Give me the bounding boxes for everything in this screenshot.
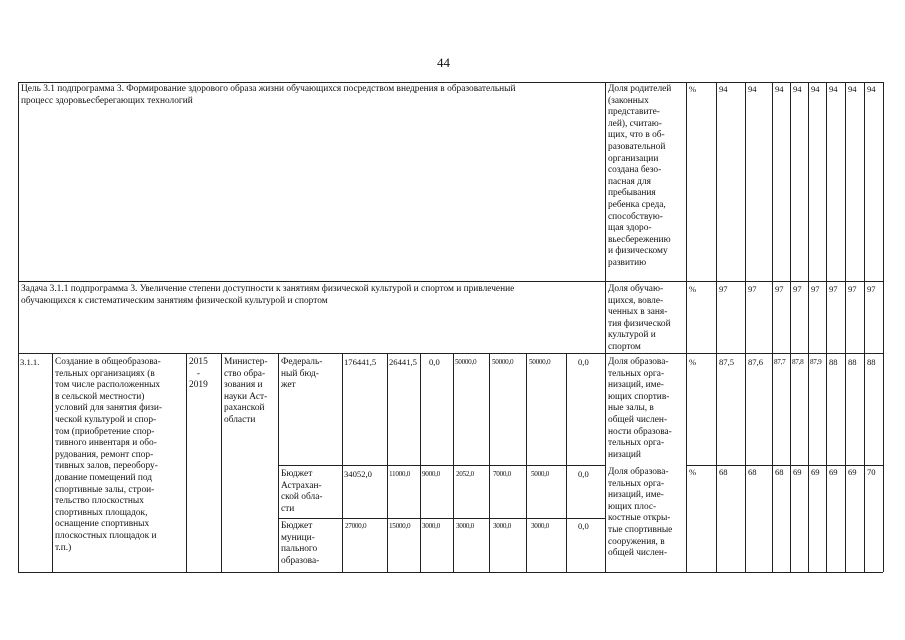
- indicator-value: 68: [748, 467, 757, 477]
- funding-value: 0,0: [578, 357, 589, 367]
- indicator-value: 68: [719, 467, 728, 477]
- goal-value: 94: [811, 84, 820, 94]
- funding-value: 7000,0: [493, 470, 511, 478]
- goal-value: 94: [748, 84, 757, 94]
- indicator-value: 87,7: [774, 358, 786, 366]
- indicator-value: 88: [867, 357, 876, 367]
- activity-period: 2015 - 2019: [189, 357, 208, 391]
- task-value: 97: [867, 284, 876, 294]
- funding-value: 50000,0: [492, 358, 514, 366]
- indicator-unit: %: [689, 467, 697, 477]
- funding-value: 15000,0: [389, 522, 411, 530]
- task-value: 97: [775, 284, 784, 294]
- goal-text: Цель 3.1 подпрограмма 3. Формирование здорового образа жизни обучающихся посредством внедрения в образовательный процесс здоровьесберегающих технологий: [21, 84, 516, 106]
- indicator-value: 68: [775, 467, 784, 477]
- activity-number: 3.1.1.: [20, 357, 40, 367]
- funding-source: Бюджет Астрахан- ской обла- сти: [281, 469, 323, 514]
- task-value: 97: [748, 284, 757, 294]
- funding-value: 50000,0: [455, 358, 477, 366]
- funding-value: 0,0: [578, 469, 589, 479]
- task-value: 97: [719, 284, 728, 294]
- indicator-value: 87,6: [748, 357, 764, 367]
- goal-value: 94: [775, 84, 784, 94]
- goal-value: 94: [848, 84, 857, 94]
- task-value: 97: [829, 284, 838, 294]
- task-indicator: Доля обучаю- щихся, вовле- ченных в заня- тия физической культурой и спортом: [608, 284, 671, 352]
- indicator-value: 87,9: [810, 358, 822, 366]
- funding-value: 3000,0: [456, 522, 474, 530]
- goal-value: 94: [793, 84, 802, 94]
- funding-value: 2052,0: [456, 470, 474, 478]
- indicator-value: 69: [793, 467, 802, 477]
- funding-source: Бюджет муници- пального образова-: [281, 521, 320, 566]
- indicator-value: 87,8: [792, 358, 804, 366]
- funding-value: 3000,0: [531, 522, 549, 530]
- task-value: 97: [793, 284, 802, 294]
- goal-value: 94: [719, 84, 728, 94]
- indicator-value: 87,5: [719, 357, 735, 367]
- activity-name: Создание в общеобразова- тельных организациях (в том числе расположенных в сельской местности) условий для занятия физи- ческой культурой и спор- том (приобретение спор- тивного инвентаря и обо- рудования, ремонт спор- тивных залов, переобору- дование помещений под спортивные залы, строи- тельство плоскостных спортивных площадок, оснащение спортивных плоскостных площадок и т.п.): [55, 357, 163, 553]
- funding-value: 5000,0: [531, 470, 549, 478]
- funding-source: Федераль- ный бюд- жет: [281, 357, 323, 391]
- indicator-value: 69: [811, 467, 820, 477]
- indicator-value: 88: [848, 357, 857, 367]
- indicator-value: 70: [867, 467, 876, 477]
- funding-value: 3000,0: [422, 522, 440, 530]
- funding-value: 26441,5: [389, 357, 417, 367]
- task-value: 97: [811, 284, 820, 294]
- goal-value: 94: [867, 84, 876, 94]
- funding-value: 50000,0: [529, 358, 551, 366]
- task-text: Задача 3.1.1 подпрограмма 3. Увеличение степени доступности к занятиям физической культурой и спортом и привлечение обучающихся к систематическим занятиям физической культурой и спортом: [21, 284, 515, 306]
- indicator-value: 69: [848, 467, 857, 477]
- task-value: 97: [848, 284, 857, 294]
- activity-indicator: Доля образова- тельных орга- низаций, име- ющих спортив- ные залы, в общей числен- ности образова- тельных орга- низаций: [608, 357, 672, 460]
- funding-value: 27000,0: [345, 522, 367, 530]
- goal-unit: %: [689, 84, 697, 94]
- page-number: 44: [437, 55, 450, 70]
- funding-value: 34052,0: [344, 469, 372, 479]
- activity-indicator: Доля образова- тельных орга- низаций, име- ющих плос- костные откры- тые спортивные сооружения, в общей числен-: [608, 467, 673, 559]
- funding-value: 9000,0: [422, 470, 440, 478]
- funding-value: 3000,0: [493, 522, 511, 530]
- funding-value: 176441,5: [344, 357, 377, 367]
- task-unit: %: [689, 284, 697, 294]
- indicator-unit: %: [689, 357, 697, 367]
- funding-value: 11000,0: [389, 470, 410, 478]
- funding-value: 0,0: [578, 521, 589, 531]
- indicator-value: 69: [829, 467, 838, 477]
- funding-value: 0,0: [429, 357, 440, 367]
- goal-value: 94: [829, 84, 838, 94]
- indicator-value: 88: [829, 357, 838, 367]
- activity-executor: Министер- ство обра- зования и науки Аст- раханской области: [224, 357, 268, 425]
- goal-indicator: Доля родителей (законных представите- лей), считаю- щих, что в об- разовательной организации создана безо- пасная для пребывания ребенка среда, способствую- щая здоро- вьесбережению и физическому развитию: [608, 84, 672, 268]
